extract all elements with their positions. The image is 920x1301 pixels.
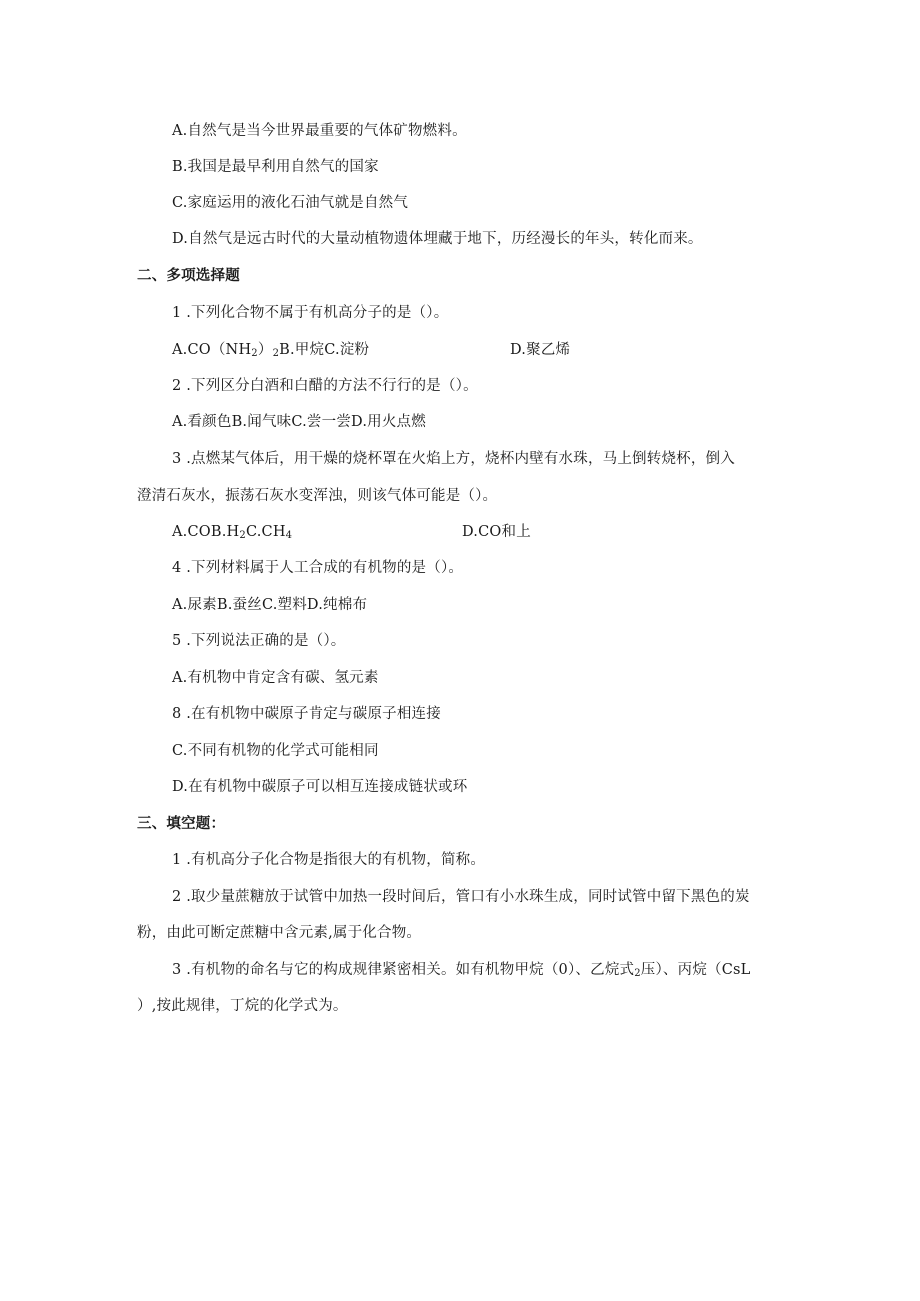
- question-2-stem: 2 .下列区分白酒和白醋的方法不行行的是（）。: [172, 378, 478, 394]
- option-c: C.家庭运用的液化石油气就是自然气: [172, 195, 409, 211]
- fill-q3-text: 3 .有机物的命名与它的构成规律紧密相关。如有机物甲烷（0）、乙烷式: [172, 962, 635, 978]
- section-heading-multiple-choice: 二、多项选择题: [137, 268, 240, 284]
- fill-question-1: 1 .有机高分子化合物是指很大的有机物，简称。: [172, 852, 486, 868]
- fill-question-3-line1: [172, 960, 751, 980]
- question-4-stem: 4 .下列材料属于人工合成的有机物的是（）。: [172, 560, 464, 576]
- subscript: 2: [239, 530, 246, 541]
- subscript: 2: [634, 968, 641, 979]
- q5-option-a: A.有机物中肯定含有碳、氢元素: [172, 670, 379, 686]
- q3-option-c: C.CH: [245, 524, 286, 540]
- fill-q3-text-end: 压）、丙烷（CsL: [640, 962, 751, 978]
- section-heading-fill-in: 三、填空题：: [137, 816, 226, 832]
- option-a: A.自然气是当今世界最重要的气体矿物燃料。: [172, 123, 467, 139]
- q3-option-ab: A.COB.H: [172, 524, 240, 540]
- q1-option-d: D.聚乙烯: [510, 342, 571, 358]
- question-4-options: A.尿素B.蚕丝C.塑料D.纯棉布: [172, 597, 368, 613]
- question-3-stem-line2: 澄清石灰水，振荡石灰水变浑浊，则该气体可能是（）。: [137, 488, 498, 504]
- subscript: 2: [272, 348, 280, 359]
- fill-question-2-line1: 2 .取少量蔗糖放于试管中加热一段时间后，管口有小水珠生成，同时试管中留下黑色的炭: [172, 889, 750, 905]
- question-1-stem: 1 .下列化合物不属于有机高分子的是（）。: [172, 305, 449, 321]
- q5-option-b: 8 .在有机物中碳原子肯定与碳原子相连接: [172, 706, 441, 722]
- fill-question-2-line2: 粉，由此可断定蔗糖中含元素,属于化合物。: [137, 925, 422, 941]
- subscript: 4: [285, 530, 293, 541]
- q5-option-c: C.不同有机物的化学式可能相同: [172, 743, 379, 759]
- question-2-options: A.看颜色B.闻气味C.尝一尝D.用火点燃: [172, 414, 426, 430]
- question-1-options: [172, 340, 369, 360]
- option-b: B.我国是最早利用自然气的国家: [172, 159, 379, 175]
- question-5-stem: 5 .下列说法正确的是（）。: [172, 633, 346, 649]
- question-3-options: [172, 522, 292, 542]
- q5-option-d: D.在有机物中碳原子可以相互连接成链状或环: [172, 779, 468, 795]
- option-d: D.自然气是远古时代的大量动植物遗体埋藏于地下，历经漫长的年头，转化而来。: [172, 231, 703, 247]
- q1-option-bc: B.甲烷C.淀粉: [279, 342, 370, 358]
- fill-question-3-line2: ）,按此规律，丁烷的化学式为。: [137, 998, 348, 1014]
- q3-option-d: D.CO和上: [462, 524, 531, 540]
- q1-option-a-close: ）: [257, 342, 273, 358]
- question-3-stem-line1: 3 .点燃某气体后，用干燥的烧杯罩在火焰上方，烧杯内壁有水珠，马上倒转烧杯，倒入: [172, 451, 735, 467]
- subscript: 2: [251, 348, 258, 359]
- q1-option-a: A.CO（NH: [172, 342, 252, 358]
